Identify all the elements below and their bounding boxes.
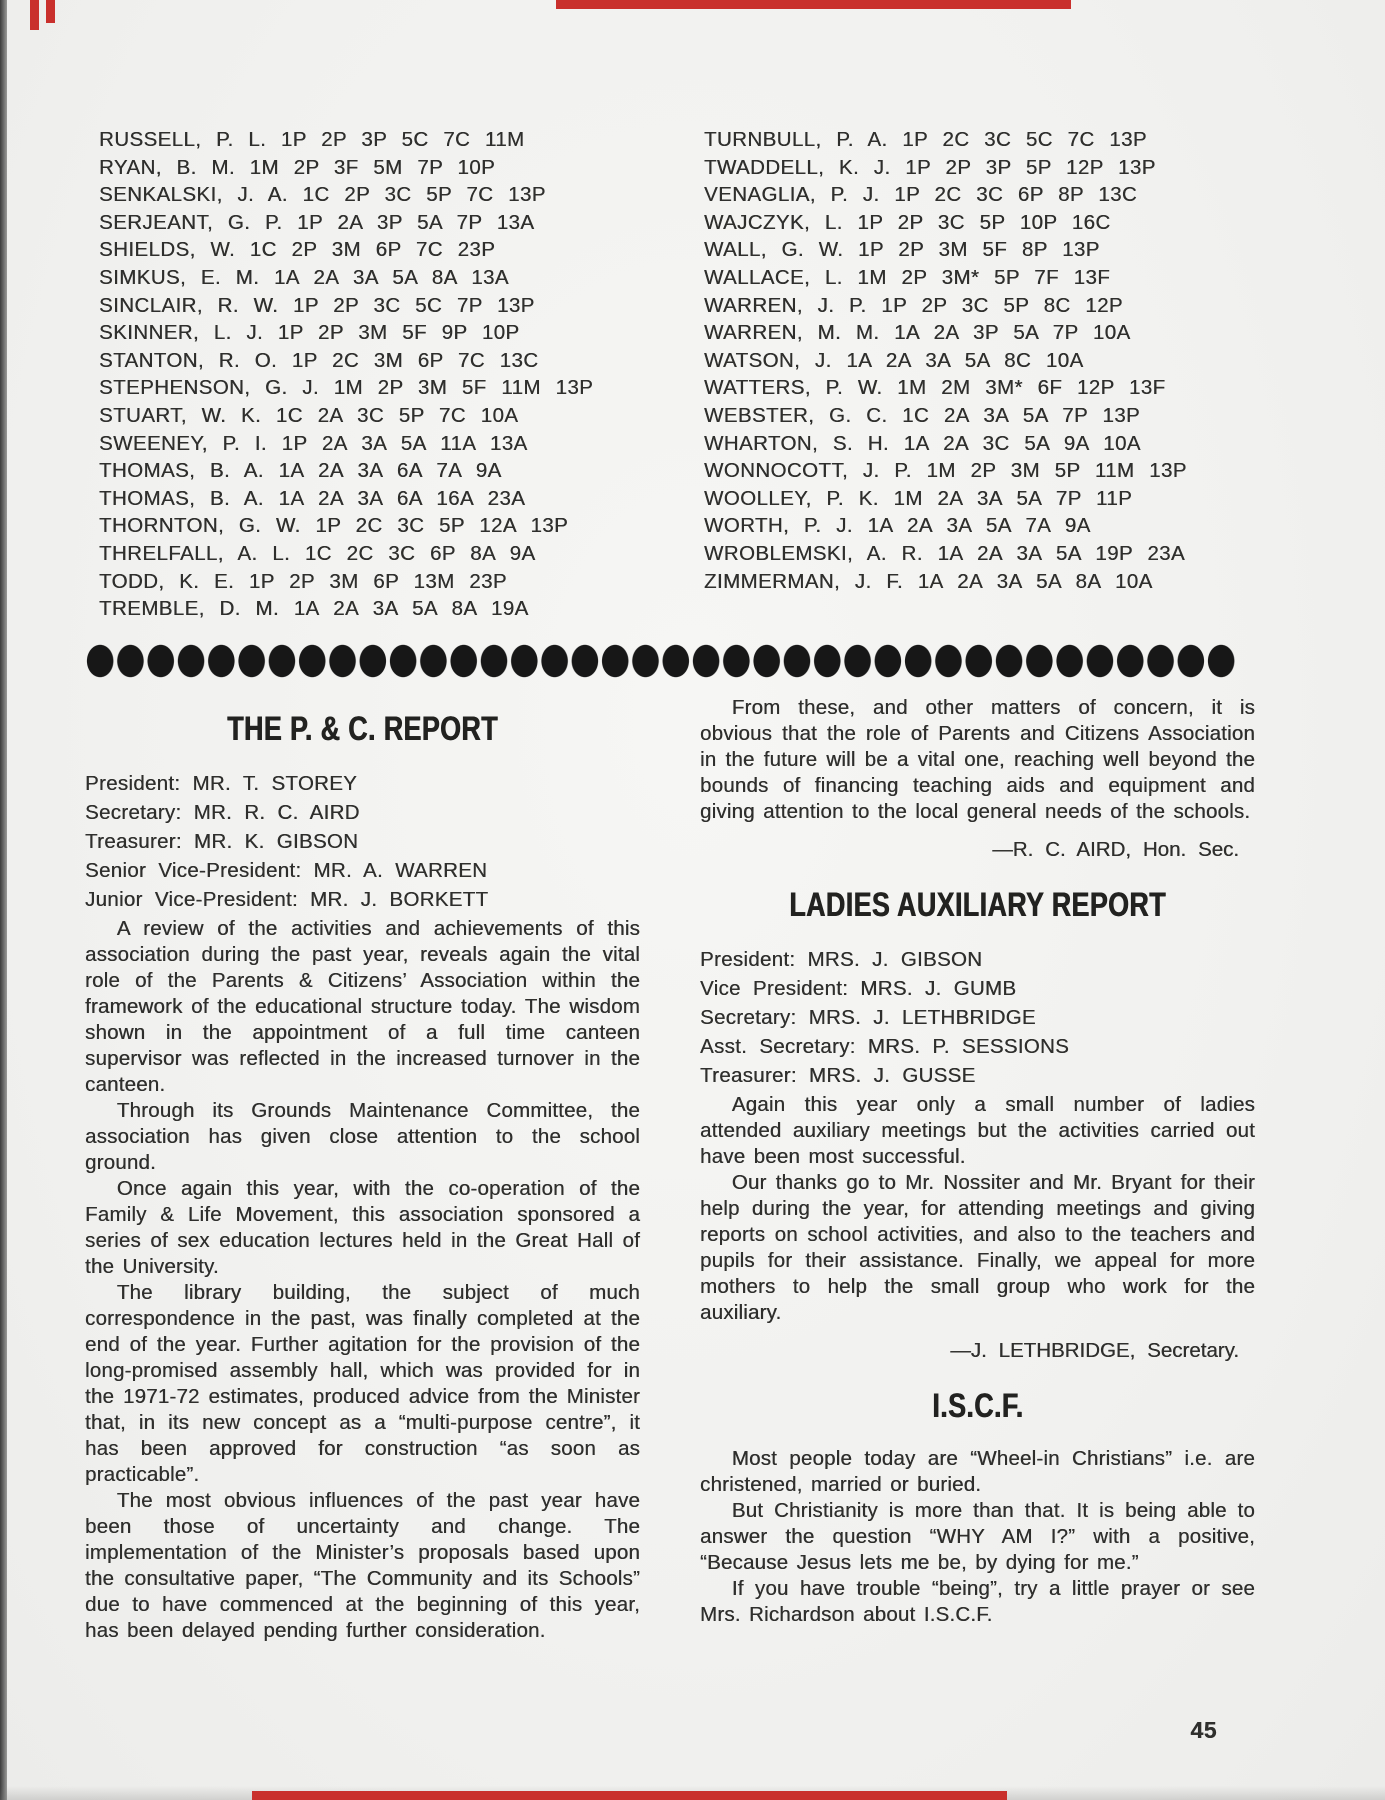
- result-row: TURNBULL, P. A. 1P 2C 3C 5C 7C 13P: [704, 128, 1147, 151]
- ladies-auxiliary-signature: —J. LETHBRIDGE, Secretary.: [950, 1338, 1239, 1362]
- scan-artifact-red: [46, 0, 55, 23]
- result-row: THOMAS, B. A. 1A 2A 3A 6A 7A 9A: [99, 459, 502, 483]
- result-row: WARREN, J. P. 1P 2P 3C 5P 8C 12P: [704, 293, 1123, 317]
- result-row: TREMBLE, D. M. 1A 2A 3A 5A 8A 19A: [99, 597, 529, 621]
- ladies-auxiliary-paragraphs: [700, 1092, 1255, 1326]
- result-row: THRELFALL, A. L. 1C 2C 3C 6P 8A 9A: [99, 541, 536, 565]
- column-left: [85, 695, 640, 1644]
- exam-results-list: [0, 0, 1385, 623]
- result-row: WALL, G. W. 1P 2P 3M 5F 8P 13P: [704, 238, 1100, 262]
- report-paragraph: The library building, the subject of much correspondence in the past, was finally completed at the end of the year. Further agitation for the provision of the long-promised assembly hall, which was provided for in the 1971-72 estimates, produced advice from the Minister that, in its new concept as a “multi-purpose centre”, it has been approved for construction “as soon as practicable”.: [85, 1280, 640, 1486]
- page-number: 45: [1190, 1717, 1217, 1743]
- result-row: WHARTON, S. H. 1A 2A 3C 5A 9A 10A: [704, 431, 1141, 455]
- iscf-title: [700, 1386, 1255, 1426]
- report-paragraph: If you have trouble “being”, try a little prayer or see Mrs. Richardson about I.S.C.F.: [700, 1576, 1255, 1626]
- result-row: WORTH, P. J. 1A 2A 3A 5A 7A 9A: [704, 514, 1091, 538]
- iscf-paragraphs: [700, 1446, 1255, 1628]
- pc-report-signature: —R. C. AIRD, Hon. Sec.: [992, 837, 1239, 861]
- pc-report-title-text: THE P. & C. REPORT: [227, 709, 498, 748]
- officer-line: Vice President: MRS. J. GUMB: [700, 976, 1017, 1000]
- scan-artifact-red: [252, 1791, 1007, 1800]
- report-paragraph: Once again this year, with the co-operation of the Family & Life Movement, this association sponsored a series of sex education lectures held in the Great Hall of the University.: [85, 1176, 640, 1278]
- pc-report-officers: [85, 769, 640, 914]
- results-column-left: [85, 126, 660, 623]
- report-paragraph: But Christianity is more than that. It is being able to answer the question “WHY AM I?” with a positive, “Because Jesus lets me be, by dying for me.”: [700, 1498, 1255, 1574]
- report-paragraph: A review of the activities and achievements of this association during the past year, reveals again the vital role of the Parents & Citizens’ Association within the framework of the educational structure today. The wisdom shown in the appointment of a full time canteen supervisor was reflected in the increased turnover in the canteen.: [85, 916, 640, 1096]
- result-row: WAJCZYK, L. 1P 2P 3C 5P 10P 16C: [704, 210, 1111, 234]
- column-right: [700, 695, 1255, 1644]
- ladies-auxiliary-title: [700, 885, 1255, 925]
- result-row: SWEENEY, P. I. 1P 2A 3A 5A 11A 13A: [99, 431, 528, 455]
- pc-report-title: [85, 709, 640, 749]
- officer-line: Junior Vice-President: MR. J. BORKETT: [85, 887, 489, 911]
- officer-line: President: MRS. J. GIBSON: [700, 947, 983, 971]
- result-row: WOOLLEY, P. K. 1M 2A 3A 5A 7P 11P: [704, 486, 1133, 510]
- officer-line: Secretary: MRS. J. LETHBRIDGE: [700, 1005, 1036, 1029]
- result-row: SKINNER, L. J. 1P 2P 3M 5F 9P 10P: [99, 321, 520, 345]
- result-row: SIMKUS, E. M. 1A 2A 3A 5A 8A 13A: [99, 265, 509, 289]
- result-row: WATTERS, P. W. 1M 2M 3M* 6F 12P 13F: [704, 376, 1166, 400]
- result-row: TODD, K. E. 1P 2P 3M 6P 13M 23P: [99, 569, 507, 593]
- officer-line: Secretary: MR. R. C. AIRD: [85, 800, 360, 824]
- officer-line: Senior Vice-President: MR. A. WARREN: [85, 858, 488, 882]
- officer-line: Treasurer: MR. K. GIBSON: [85, 829, 359, 853]
- result-row: RUSSELL, P. L. 1P 2P 3P 5C 7C 11M: [99, 128, 525, 151]
- iscf-title-text: I.S.C.F.: [931, 1386, 1024, 1425]
- result-row: WARREN, M. M. 1A 2A 3P 5A 7P 10A: [704, 321, 1131, 345]
- result-row: SERJEANT, G. P. 1P 2A 3P 5A 7P 13A: [99, 210, 535, 234]
- result-row: VENAGLIA, P. J. 1P 2C 3C 6P 8P 13C: [704, 183, 1138, 207]
- dot-divider: [85, 643, 1236, 679]
- scan-artifact-red: [30, 0, 39, 30]
- ladies-auxiliary-officers: [700, 945, 1255, 1090]
- ladies-auxiliary-title-text: LADIES AUXILIARY REPORT: [789, 885, 1166, 924]
- result-row: STANTON, R. O. 1P 2C 3M 6P 7C 13C: [99, 348, 539, 372]
- report-paragraph: The most obvious influences of the past year have been those of uncertainty and change. The implementation of the Minister’s proposals based upon the consultative paper, “The Community and its Schools” due to have commenced at the beginning of this year, has been delayed pending further consideration.: [85, 1488, 640, 1642]
- result-row: STUART, W. K. 1C 2A 3C 5P 7C 10A: [99, 403, 519, 427]
- result-row: WONNOCOTT, J. P. 1M 2P 3M 5P 11M 13P: [704, 459, 1187, 483]
- result-row: WEBSTER, G. C. 1C 2A 3A 5A 7P 13P: [704, 403, 1141, 427]
- result-row: STEPHENSON, G. J. 1M 2P 3M 5F 11M 13P: [99, 376, 594, 400]
- result-row: THORNTON, G. W. 1P 2C 3C 5P 12A 13P: [99, 514, 569, 538]
- result-row: SINCLAIR, R. W. 1P 2P 3C 5C 7P 13P: [99, 293, 535, 317]
- result-row: WROBLEMSKI, A. R. 1A 2A 3A 5A 19P 23A: [704, 541, 1185, 565]
- pc-report-closing-paragraph: From these, and other matters of concern, it is obvious that the role of Parents and Citizens Association in the future will be a vital one, reaching well beyond the bounds of financing teaching aids and equipment and giving attention to the local general needs of the schools.: [700, 695, 1255, 823]
- officer-line: Asst. Secretary: MRS. P. SESSIONS: [700, 1034, 1070, 1058]
- report-paragraph: Through its Grounds Maintenance Committee, the association has given close attention to the school ground.: [85, 1098, 640, 1174]
- report-paragraph: Our thanks go to Mr. Nossiter and Mr. Bryant for their help during the year, for attending meetings and giving reports on school activities, and also to the teachers and pupils for their assistance. Finally, we appeal for more mothers to help the small group who work for the auxiliary.: [700, 1170, 1255, 1324]
- report-paragraph: Again this year only a small number of ladies attended auxiliary meetings but the activities carried out have been most successful.: [700, 1092, 1255, 1168]
- report-paragraph: Most people today are “Wheel-in Christians” i.e. are christened, married or buried.: [700, 1446, 1255, 1496]
- pc-report-paragraphs: [85, 916, 640, 1644]
- officer-line: Treasurer: MRS. J. GUSSE: [700, 1063, 976, 1087]
- result-row: THOMAS, B. A. 1A 2A 3A 6A 16A 23A: [99, 486, 526, 510]
- scan-artifact-red: [556, 0, 1071, 9]
- result-row: SHIELDS, W. 1C 2P 3M 6P 7C 23P: [99, 238, 496, 262]
- result-row: RYAN, B. M. 1M 2P 3F 5M 7P 10P: [99, 155, 496, 179]
- result-row: SENKALSKI, J. A. 1C 2P 3C 5P 7C 13P: [99, 183, 546, 207]
- officer-line: President: MR. T. STOREY: [85, 771, 358, 795]
- result-row: WALLACE, L. 1M 2P 3M* 5P 7F 13F: [704, 265, 1111, 289]
- article-columns: [0, 695, 1385, 1644]
- result-row: WATSON, J. 1A 2A 3A 5A 8C 10A: [704, 348, 1084, 372]
- binding-shadow: [0, 0, 7, 1800]
- results-column-right: [690, 126, 1245, 623]
- result-row: ZIMMERMAN, J. F. 1A 2A 3A 5A 8A 10A: [704, 569, 1153, 593]
- result-row: TWADDELL, K. J. 1P 2P 3P 5P 12P 13P: [704, 155, 1156, 179]
